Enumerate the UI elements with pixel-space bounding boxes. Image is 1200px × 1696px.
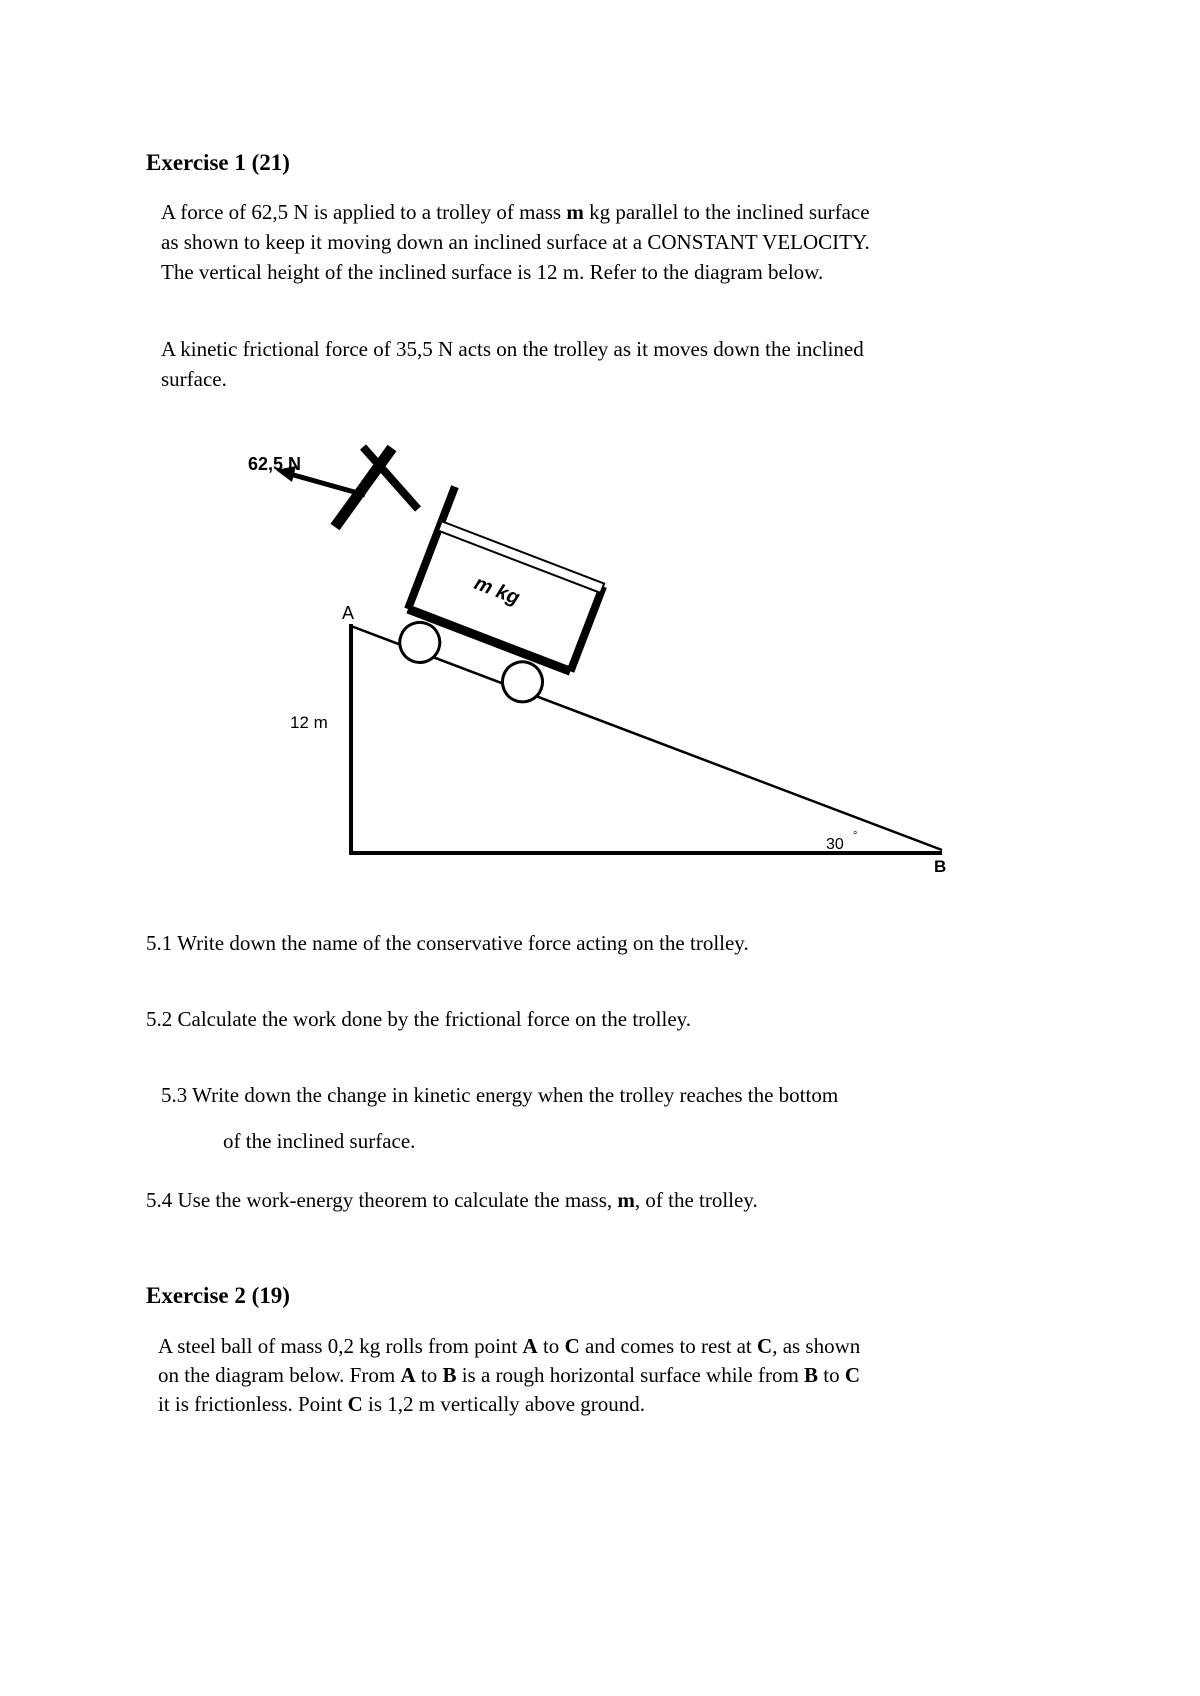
exercise-2-paragraph <box>158 1332 860 1419</box>
text-run: A force of 62,5 N is applied to a trolley of mass <box>161 200 567 224</box>
paragraph-line <box>158 1332 860 1361</box>
text-run: A steel ball of mass 0,2 kg rolls from point <box>158 1334 523 1358</box>
paragraph-line: A kinetic frictional force of 35,5 N acts on the trolley as it moves down the inclined <box>161 337 864 361</box>
text-run: kg parallel to the inclined surface <box>583 200 870 224</box>
point-label: A <box>522 1334 538 1358</box>
text-run: to <box>415 1363 443 1387</box>
point-label: A <box>400 1363 416 1387</box>
paragraph-line: The vertical height of the inclined surface is 12 m. Refer to the diagram below. <box>161 260 824 284</box>
question-5-2: 5.2 Calculate the work done by the frictional force on the trolley. <box>146 1007 692 1031</box>
text-run: is 1,2 m vertically above ground. <box>362 1392 646 1416</box>
text-run: , as shown <box>772 1334 861 1358</box>
trolley-front-wall <box>570 586 603 671</box>
text-run: is a rough horizontal surface while from <box>456 1363 805 1387</box>
question-5-4 <box>146 1188 758 1213</box>
point-label: C <box>757 1334 773 1358</box>
paragraph-line: as shown to keep it moving down an inclined surface at a CONSTANT VELOCITY. <box>161 230 870 254</box>
trolley-top-rim <box>438 521 604 593</box>
text-run: to <box>537 1334 565 1358</box>
point-b-label: B <box>934 857 947 876</box>
trolley-back-wall <box>408 521 442 609</box>
text-run: and comes to rest at <box>579 1334 758 1358</box>
incline-surface <box>351 626 942 850</box>
force-arrow-shaft <box>290 474 365 495</box>
mass-symbol: m <box>617 1188 635 1212</box>
question-5-3-line-2: of the inclined surface. <box>223 1129 416 1153</box>
point-label: C <box>844 1363 861 1387</box>
force-label: 62,5 N <box>248 454 302 474</box>
degree-symbol: ° <box>853 830 858 842</box>
paragraph-line: surface. <box>161 367 227 391</box>
question-5-1: 5.1 Write down the name of the conservative force acting on the trolley. <box>146 931 749 955</box>
exercise-2-heading: Exercise 2 (19) <box>146 1283 290 1308</box>
height-label: 12 m <box>290 713 328 732</box>
paragraph-line <box>158 1361 860 1390</box>
question-5-3-line-1: 5.3 Write down the change in kinetic energy when the trolley reaches the bottom <box>161 1083 839 1107</box>
text-run: 5.4 Use the work-energy theorem to calculate the mass, <box>146 1188 618 1212</box>
point-label: C <box>347 1392 363 1416</box>
mass-symbol: m <box>566 200 584 224</box>
exercise-1-heading: Exercise 1 (21) <box>146 150 290 175</box>
point-label: B <box>804 1363 819 1387</box>
mass-label: m kg <box>471 572 523 610</box>
text-run: on the diagram below. From <box>158 1363 401 1387</box>
point-label: B <box>442 1363 457 1387</box>
paragraph-line <box>158 1390 860 1419</box>
angle-label: 30 <box>826 836 844 853</box>
text-run: to <box>818 1363 845 1387</box>
trolley-handle-post <box>442 487 455 522</box>
point-label: C <box>564 1334 580 1358</box>
point-a-label: A <box>342 603 355 623</box>
text-run: it is frictionless. Point <box>158 1392 348 1416</box>
text-run: , of the trolley. <box>634 1188 758 1212</box>
